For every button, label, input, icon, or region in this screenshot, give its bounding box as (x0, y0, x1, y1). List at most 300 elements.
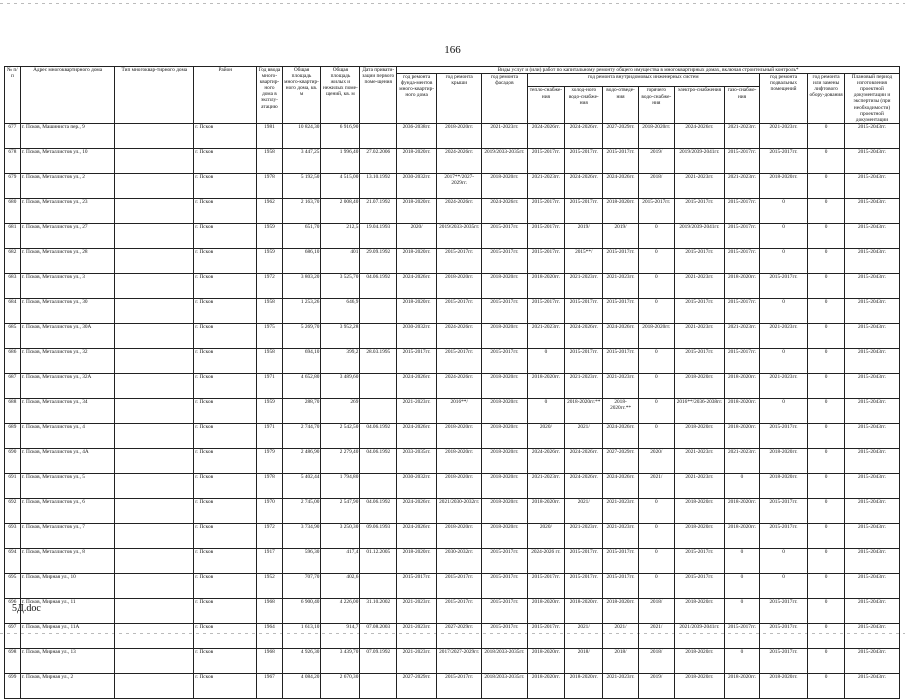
cell-facade: 2015-2017гг. (482, 248, 527, 273)
header-year: Год ввода много-квартир-ного дома в эксплу-атацию (257, 67, 282, 124)
cell-electro: 2018-2020гг. (674, 673, 724, 698)
cell-living-area: 4 226,00 (321, 598, 360, 623)
cell-facade: 2018-2020гг. (482, 523, 527, 548)
table-row (5, 123, 900, 148)
cell-foundation: 2030-2032гг. (397, 473, 437, 498)
cell-heat: 2024-2026гг. (527, 123, 565, 148)
table-row (5, 198, 900, 223)
cell-sewer: 2024-2026гг. (603, 173, 639, 198)
cell-basement: 2021-2023гг. (759, 123, 807, 148)
cell-cold-water: 2021-2023гг. (565, 373, 603, 398)
cell-electro: 2015-2017гг. (674, 548, 724, 573)
cell-sewer: 2018-2020гг.** (603, 398, 639, 423)
cell-sewer: 2015-2017гг. (603, 573, 639, 598)
cell-electro: 2015-2017гг. (674, 348, 724, 373)
cell-privatization-date: 07.08.2003 (360, 623, 397, 648)
cell-privatization-date: 01.12.2005 (360, 548, 397, 573)
cell-type (115, 298, 194, 323)
cell-privatization-date (360, 373, 397, 398)
table-row (5, 273, 900, 298)
cell-district: г. Псков (194, 598, 257, 623)
cell-facade: 2018/2033-2035гг. (482, 673, 527, 698)
cell-type (115, 623, 194, 648)
cell-privatization-date (360, 398, 397, 423)
cell-privatization-date: 04.06.1992 (360, 498, 397, 523)
cell-electro: 2018-2020гг. (674, 373, 724, 398)
cell-foundation: 2021-2023гг. (397, 623, 437, 648)
cell-year: 1958 (257, 348, 282, 373)
cell-sewer: 2027-2029гг. (603, 123, 639, 148)
cell-plan-period: 2015-2043гг. (845, 573, 900, 598)
cell-year: 1978 (257, 473, 282, 498)
cell-district: г. Псков (194, 423, 257, 448)
cell-total-area: 694,10 (282, 348, 321, 373)
cell-roof: 2015-2017гг. (437, 598, 482, 623)
cell-district: г. Псков (194, 548, 257, 573)
cell-elevator: 0 (808, 423, 845, 448)
cell-gas: 0 (725, 473, 760, 498)
table-row (5, 448, 900, 473)
cell-plan-period: 2015-2043гг. (845, 623, 900, 648)
cell-facade: 2018-2020гг. (482, 498, 527, 523)
cell-privatization-date: 04.06.1992 (360, 423, 397, 448)
cell-foundation: 2018-2020гг. (397, 248, 437, 273)
cell-total-area: 2 744,70 (282, 423, 321, 448)
cell-num: 698 (5, 648, 21, 673)
cell-address: г. Псков, Металлистов ул., 6 (20, 498, 115, 523)
cell-hot-water: 0 (638, 423, 674, 448)
cell-roof: 2015-2017гг. (437, 248, 482, 273)
cell-heat: 2020/ (527, 523, 565, 548)
table-row (5, 598, 900, 623)
cell-hot-water: 0 (638, 373, 674, 398)
cell-gas: 2015-2017гг. (725, 298, 760, 323)
cell-basement: 2015-2017гг. (759, 498, 807, 523)
cell-foundation: 2024-2026гг. (397, 423, 437, 448)
cell-cold-water: 2021/ (565, 623, 603, 648)
cell-elevator: 0 (808, 373, 845, 398)
cell-hot-water: 2021/ (638, 623, 674, 648)
cell-sewer: 2015-2017гг. (603, 248, 639, 273)
cell-total-area: 686,10 (282, 248, 321, 273)
cell-type (115, 248, 194, 273)
cell-hot-water: 2018-2020гг. (638, 323, 674, 348)
cell-num: 689 (5, 423, 21, 448)
cell-facade: 2018/2033-2035гг. (482, 648, 527, 673)
cell-elevator: 0 (808, 448, 845, 473)
cell-cold-water: 2024-2026гг. (565, 123, 603, 148)
header-address: Адрес многоквартирного дома (20, 67, 115, 124)
cell-type (115, 548, 194, 573)
cell-gas: 2015-2017гг. (725, 223, 760, 248)
cell-roof: 2030-2032гг. (437, 548, 482, 573)
cell-electro: 2016**/2036-2038гг. (674, 398, 724, 423)
cell-type (115, 498, 194, 523)
cell-hot-water: 0 (638, 548, 674, 573)
cell-facade: 2018-2020гг. (482, 398, 527, 423)
cell-roof: 2018-2020гг. (437, 273, 482, 298)
cell-gas: 2018-2020гг. (725, 673, 760, 698)
cell-facade: 2015-2017гг. (482, 223, 527, 248)
cell-type (115, 423, 194, 448)
cell-foundation: 2018-2020гг. (397, 198, 437, 223)
cell-living-area: 3 439,70 (321, 648, 360, 673)
cell-district: г. Псков (194, 148, 257, 173)
cell-num: 686 (5, 348, 21, 373)
cell-gas: 2021-2023гг. (725, 173, 760, 198)
cell-electro: 2015-2017гг. (674, 198, 724, 223)
cell-elevator: 0 (808, 348, 845, 373)
cell-heat: 2015-2017гг. (527, 148, 565, 173)
table-row (5, 498, 900, 523)
cell-roof: 2018-2020гг. (437, 423, 482, 448)
cell-privatization-date: 04.06.1992 (360, 448, 397, 473)
cell-address: г. Псков, Металлистов ул., 4 (20, 423, 115, 448)
cell-hot-water: 0 (638, 223, 674, 248)
cell-foundation: 2036-2038гг. (397, 123, 437, 148)
cell-sewer: 2015-2017гг. (603, 548, 639, 573)
cell-year: 1952 (257, 573, 282, 598)
cell-cold-water: 2015-2017гг. (565, 148, 603, 173)
cell-cold-water: 2018-2020гг.** (565, 398, 603, 423)
cell-living-area: 3 250,30 (321, 523, 360, 548)
cell-cold-water: 2024-2026гг. (565, 473, 603, 498)
cell-foundation: 2015-2017гг. (397, 348, 437, 373)
cell-total-area: 5 269,70 (282, 323, 321, 348)
cell-privatization-date: 04.06.1992 (360, 273, 397, 298)
cell-address: г. Псков, Металлистов ул., 3 (20, 273, 115, 298)
cell-roof: 2015-2017гг. (437, 348, 482, 373)
cell-foundation: 2024-2026гг. (397, 498, 437, 523)
cell-sewer: 2018/ (603, 648, 639, 673)
cell-facade: 2018-2020гг. (482, 473, 527, 498)
cell-address: г. Псков, Металлистов ул., 7 (20, 523, 115, 548)
header-facade: год ремонта фасадов (482, 74, 527, 124)
cell-living-area: 1 794,80 (321, 473, 360, 498)
cell-year: 1959 (257, 223, 282, 248)
cell-district: г. Псков (194, 448, 257, 473)
cell-cold-water: 2024-2026гг. (565, 173, 603, 198)
cell-type (115, 398, 194, 423)
cell-total-area: 288,70 (282, 398, 321, 423)
cell-facade: 2018-2020гг. (482, 273, 527, 298)
cell-hot-water: 0 (638, 348, 674, 373)
cell-plan-period: 2015-2043гг. (845, 298, 900, 323)
cell-hot-water: 2018/ (638, 648, 674, 673)
cell-foundation: 2024-2026гг. (397, 523, 437, 548)
cell-num: 678 (5, 148, 21, 173)
cell-living-area: 2 279,40 (321, 448, 360, 473)
cell-cold-water: 2021/ (565, 498, 603, 523)
cell-total-area: 2 745,00 (282, 498, 321, 523)
cell-privatization-date: 27.02.2006 (360, 148, 397, 173)
cell-district: г. Псков (194, 648, 257, 673)
cell-heat: 2020/ (527, 423, 565, 448)
cell-electro: 2018-2020гг. (674, 498, 724, 523)
cell-address: г. Псков, Металлистов ул., 5 (20, 473, 115, 498)
cell-basement: 2015-2017гг. (759, 648, 807, 673)
cell-district: г. Псков (194, 573, 257, 598)
cell-heat: 2018-2020гг. (527, 673, 565, 698)
cell-gas: 2021-2023гг. (725, 323, 760, 348)
cell-roof: 2015-2017гг. (437, 298, 482, 323)
cell-elevator: 0 (808, 223, 845, 248)
cell-total-area: 3 734,90 (282, 523, 321, 548)
cell-address: г. Псков, Металлистов ул., 2 (20, 173, 115, 198)
header-basement: год ремонта подвальных помещений (759, 74, 807, 124)
cell-sewer: 2018-2020гг. (603, 598, 639, 623)
cell-year: 1968 (257, 598, 282, 623)
cell-district: г. Псков (194, 173, 257, 198)
cell-basement: 2021-2023гг. (759, 323, 807, 348)
cell-heat: 2018-2020гг. (527, 373, 565, 398)
cell-num: 699 (5, 673, 21, 698)
cell-district: г. Псков (194, 348, 257, 373)
table-row (5, 623, 900, 648)
cell-elevator: 0 (808, 123, 845, 148)
cell-privatization-date: 19.04.1993 (360, 223, 397, 248)
cell-address: г. Псков, Мирная ул., 13 (20, 648, 115, 673)
cell-heat: 2024-2026гг. (527, 448, 565, 473)
cell-elevator: 0 (808, 498, 845, 523)
cell-foundation: 2030-2032гг. (397, 323, 437, 348)
cell-heat: 2015-2017гг. (527, 298, 565, 323)
cell-roof: 2021/2030-2032гг. (437, 498, 482, 523)
cell-gas: 0 (725, 548, 760, 573)
cell-total-area: 2 163,70 (282, 198, 321, 223)
cell-living-area: 2 008,40 (321, 198, 360, 223)
cell-cold-water: 2015-2017гг. (565, 573, 603, 598)
cell-heat: 2015-2017гг. (527, 248, 565, 273)
header-living-area: Общая площадь жилых и нежилых поме-щений, кв. м (321, 67, 360, 124)
cell-privatization-date: 13.10.1992 (360, 173, 397, 198)
cell-privatization-date: 09.06.1993 (360, 523, 397, 548)
cell-heat: 2024-2026 гг. (527, 548, 565, 573)
cell-plan-period: 2015-2043гг. (845, 673, 900, 698)
cell-district: г. Псков (194, 673, 257, 698)
cell-basement: 0 (759, 348, 807, 373)
cell-year: 1979 (257, 448, 282, 473)
cell-num: 677 (5, 123, 21, 148)
cell-facade: 2015-2017гг. (482, 598, 527, 623)
cell-basement: 2018-2020гг. (759, 173, 807, 198)
cell-num: 696 (5, 598, 21, 623)
cell-heat: 2015-2017гг. (527, 573, 565, 598)
header-elevator: год ремонта или замены лифтового обору-дования (808, 74, 845, 124)
cell-year: 1962 (257, 198, 282, 223)
table-row (5, 648, 900, 673)
cell-roof: 2017/2027-2029гг. (437, 648, 482, 673)
cell-hot-water: 0 (638, 398, 674, 423)
cell-basement: 2015-2017гг. (759, 523, 807, 548)
cell-type (115, 323, 194, 348)
cell-facade: 2018-2020гг. (482, 448, 527, 473)
cell-living-area: 1 996,40 (321, 148, 360, 173)
cell-num: 680 (5, 198, 21, 223)
cell-roof: 2016**/ (437, 398, 482, 423)
cell-year: 1975 (257, 323, 282, 348)
cell-cold-water: 2021/ (565, 423, 603, 448)
cell-total-area: 3 803,20 (282, 273, 321, 298)
cell-basement: 0 (759, 398, 807, 423)
cell-living-area: 2 670,30 (321, 673, 360, 698)
cell-total-area: 1 613,10 (282, 623, 321, 648)
header-roof: год ремонта крыши (437, 74, 482, 124)
cell-cold-water: 2024-2026гг. (565, 448, 603, 473)
table-row (5, 223, 900, 248)
table-row (5, 348, 900, 373)
cell-basement: 0 (759, 573, 807, 598)
cell-basement: 0 (759, 548, 807, 573)
cell-electro: 2019/2039-2041гг. (674, 148, 724, 173)
header-district: Район (194, 67, 257, 124)
cell-address: г. Псков, Металлистов ул., 34 (20, 398, 115, 423)
cell-type (115, 598, 194, 623)
cell-gas: 2015-2017гг. (725, 148, 760, 173)
cell-heat: 2015-2017гг. (527, 623, 565, 648)
cell-cold-water: 2019/ (565, 223, 603, 248)
cell-gas: 2021-2023гг. (725, 123, 760, 148)
header-cold-water: холод-ного водо-снабже-ния (565, 87, 603, 123)
cell-foundation: 2033-2035гг. (397, 448, 437, 473)
cell-total-area: 4 652,80 (282, 373, 321, 398)
cell-basement: 2015-2017гг. (759, 423, 807, 448)
cell-type (115, 373, 194, 398)
cell-year: 1971 (257, 373, 282, 398)
cell-cold-water: 2015-2017гг. (565, 348, 603, 373)
header-hot-water: горячего водо-снабже-ния (638, 87, 674, 123)
table-row (5, 398, 900, 423)
header-num: № п/п (5, 67, 21, 124)
cell-plan-period: 2015-2043гг. (845, 123, 900, 148)
cell-address: г. Псков, Металлистов ул., 27 (20, 223, 115, 248)
cell-facade: 2015-2017гг. (482, 623, 527, 648)
repair-schedule-table-wrapper (4, 66, 900, 699)
cell-electro: 2021-2023гг. (674, 273, 724, 298)
cell-gas: 0 (725, 648, 760, 673)
cell-basement: 2018-2020гг. (759, 673, 807, 698)
cell-hot-water: 2018-2020гг. (638, 123, 674, 148)
cell-heat: 2015-2017гг. (527, 223, 565, 248)
cell-total-area: 2 486,90 (282, 448, 321, 473)
cell-district: г. Псков (194, 323, 257, 348)
cell-roof: 2024-2026гг. (437, 148, 482, 173)
cell-total-area: 707,70 (282, 573, 321, 598)
cell-hot-water: 2018/ (638, 598, 674, 623)
cell-year: 1964 (257, 623, 282, 648)
cell-elevator: 0 (808, 273, 845, 298)
cell-gas: 2018-2020гг. (725, 273, 760, 298)
cell-year: 1972 (257, 273, 282, 298)
cell-address: г. Псков, Металлистов ул., 30А (20, 323, 115, 348)
cell-electro: 2015-2017гг. (674, 573, 724, 598)
cell-facade: 2019/2033-2035гг. (482, 148, 527, 173)
cell-num: 685 (5, 323, 21, 348)
cell-heat: 2021-2023гг. (527, 323, 565, 348)
cell-living-area: 3 952,28 (321, 323, 360, 348)
cell-privatization-date (360, 673, 397, 698)
cell-electro: 2018-2020гг. (674, 598, 724, 623)
cell-district: г. Псков (194, 473, 257, 498)
cell-address: г. Псков, Металлистов ул., 30 (20, 298, 115, 323)
cell-district: г. Псков (194, 198, 257, 223)
cell-district: г. Псков (194, 373, 257, 398)
header-foundation: год ремонта фунда-ментов много-квартир-ного дома (397, 74, 437, 124)
cell-num: 683 (5, 273, 21, 298)
cell-roof: 2027-2029гг. (437, 623, 482, 648)
table-row (5, 298, 900, 323)
cell-sewer: 2019/ (603, 223, 639, 248)
scan-edge-top (0, 3, 905, 4)
cell-type (115, 448, 194, 473)
cell-elevator: 0 (808, 623, 845, 648)
cell-basement: 2015-2017гг. (759, 148, 807, 173)
cell-total-area: 5 402,44 (282, 473, 321, 498)
cell-hot-water: 0 (638, 273, 674, 298)
cell-electro: 2015-2017гг. (674, 298, 724, 323)
cell-plan-period: 2015-2043гг. (845, 148, 900, 173)
cell-basement: 2015-2017гг. (759, 623, 807, 648)
cell-sewer: 2024-2026гг. (603, 423, 639, 448)
cell-basement: 0 (759, 223, 807, 248)
cell-plan-period: 2015-2043гг. (845, 448, 900, 473)
cell-facade: 2015-2017гг. (482, 573, 527, 598)
cell-privatization-date: 29.09.1992 (360, 248, 397, 273)
cell-sewer: 2021-2023гг. (603, 673, 639, 698)
cell-roof: 2018-2020гг. (437, 473, 482, 498)
cell-elevator: 0 (808, 648, 845, 673)
cell-basement: 2015-2017гг. (759, 273, 807, 298)
cell-num: 679 (5, 173, 21, 198)
cell-sewer: 2015-2017гг. (603, 298, 639, 323)
cell-living-area: 3 489,60 (321, 373, 360, 398)
cell-hot-water: 0 (638, 248, 674, 273)
cell-plan-period: 2015-2043гг. (845, 373, 900, 398)
cell-foundation: 2027-2029гг. (397, 673, 437, 698)
cell-basement: 0 (759, 198, 807, 223)
cell-district: г. Псков (194, 298, 257, 323)
cell-plan-period: 2015-2043гг. (845, 548, 900, 573)
cell-address: г. Псков, Металлистов ул., 23 (20, 198, 115, 223)
cell-plan-period: 2015-2043гг. (845, 498, 900, 523)
header-type: Тип многоквар-тирного дома (115, 67, 194, 124)
cell-privatization-date (360, 323, 397, 348)
header-plan-period: Плановый период изготовления проектной документации и экспертизы (при необходимости) проектной документации (845, 74, 900, 124)
table-row (5, 573, 900, 598)
cell-living-area: 6 916,90 (321, 123, 360, 148)
cell-elevator: 0 (808, 673, 845, 698)
cell-roof: 2024-2026гг. (437, 373, 482, 398)
cell-type (115, 223, 194, 248)
header-total-area: Общая площадь много-квартир-ного дома, кв. м (282, 67, 321, 124)
cell-num: 690 (5, 448, 21, 473)
header-engineering-systems: год ремонта внутридомовых инженерных систем (527, 74, 759, 87)
cell-foundation: 2018-2020гг. (397, 298, 437, 323)
cell-year: 1970 (257, 498, 282, 523)
cell-elevator: 0 (808, 298, 845, 323)
cell-total-area: 6 900,40 (282, 598, 321, 623)
header-gas: газо-снабже-ния (725, 87, 760, 123)
cell-num: 693 (5, 523, 21, 548)
cell-electro: 2021/2039-2041гг. (674, 623, 724, 648)
cell-sewer: 2021-2023гг. (603, 273, 639, 298)
cell-address: г. Псков, Металлистов ул., 32А (20, 373, 115, 398)
cell-num: 688 (5, 398, 21, 423)
cell-hot-water: 2021/ (638, 473, 674, 498)
cell-sewer: 2024-2026гг. (603, 473, 639, 498)
cell-roof: 2024-2026гг. (437, 323, 482, 348)
cell-foundation: 2021-2023гг. (397, 398, 437, 423)
